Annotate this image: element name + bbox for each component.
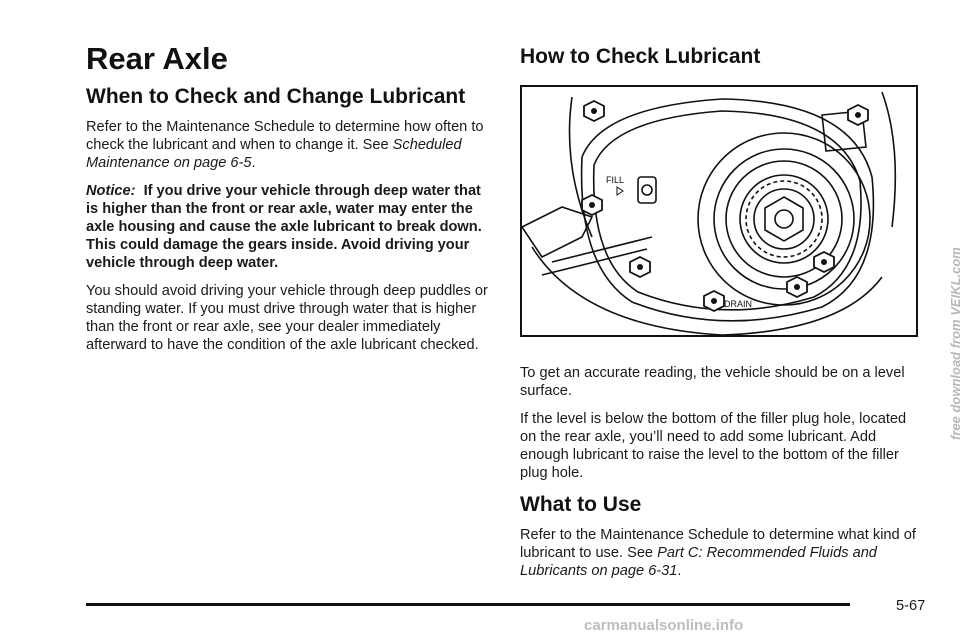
page-number: 5-67: [896, 598, 926, 614]
paragraph-deep-water: You should avoid driving your vehicle through deep puddles or standing water. If you must drive through water that is higher than the front or rear axle, see your dealer immediately afterward to have the condition of the axle lubricant checked.: [86, 283, 488, 353]
page-title: Rear Axle: [86, 41, 228, 76]
section-heading-how-to-check: How to Check Lubricant: [520, 45, 761, 68]
footer-rule: [86, 603, 850, 606]
paragraph-what-to-use: Refer to the Maintenance Schedule to determine what kind of lubricant to use. See Part C: Recommended Fluids and Lubricants on page 6-31.: [520, 527, 916, 579]
paragraph-filler-plug: If the level is below the bottom of the filler plug hole, located on the rear axle, you’ll need to add some lubricant. Add enough lubricant to raise the level to the bottom of the filler plug hole.: [520, 411, 907, 481]
notice-label: Notice:: [86, 183, 136, 199]
rear-axle-illustration: [520, 85, 918, 337]
watermark-side: free download from VEIKL.com: [948, 247, 963, 440]
paragraph-schedule: Refer to the Maintenance Schedule to determine how often to check the lubricant and when to change it. See Scheduled Maintenance on page 6-5.: [86, 119, 484, 171]
right-column-heading: [520, 40, 920, 74]
notice-paragraph: [86, 182, 494, 272]
ref-scheduled-maintenance: Scheduled Maintenance on page 6-5: [86, 137, 462, 171]
ref-recommended-fluids: Part C: Recommended Fluids and Lubricants on page 6-31: [520, 545, 877, 579]
paragraph-level-surface: To get an accurate reading, the vehicle should be on a level surface.: [520, 365, 905, 399]
watermark-bottom: carmanualsonline.info: [584, 617, 744, 634]
fill-label: FILL: [606, 175, 625, 185]
section-heading-what-to-use: What to Use: [520, 493, 642, 516]
section-heading-check-change: When to Check and Change Lubricant: [86, 85, 466, 108]
notice-text: If you drive your vehicle through deep water that is higher than the front or rear axle, water may enter the axle housing and cause the axle lubricant to break down. This could damage the gears inside. Avoid driving your vehicle through deep water.: [86, 183, 482, 271]
left-column: [86, 40, 494, 364]
drain-label: DRAIN: [724, 299, 753, 309]
right-column-text: [520, 364, 920, 590]
axle-drawing-icon: [522, 87, 918, 337]
